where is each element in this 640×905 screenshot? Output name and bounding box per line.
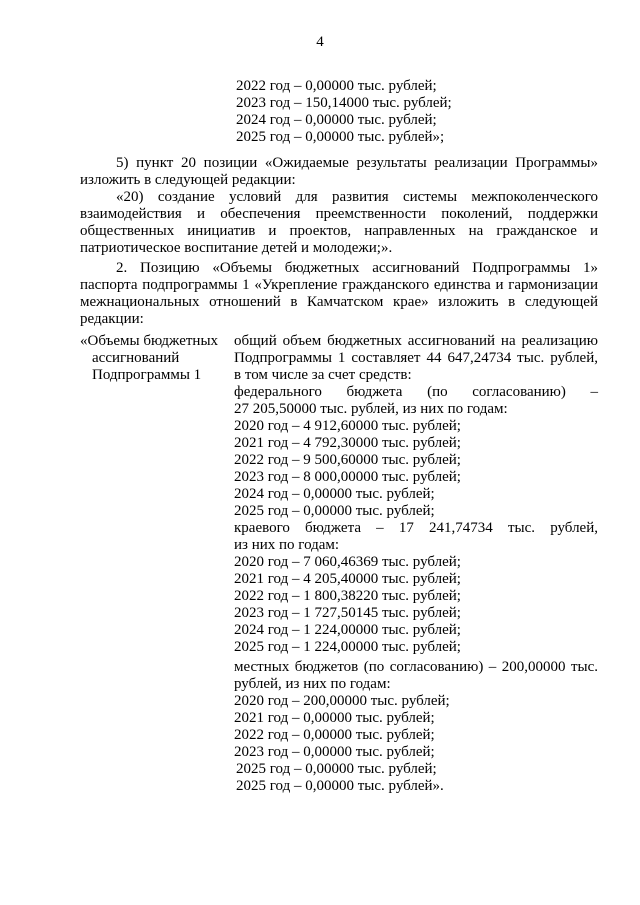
prev-year-line: 2022 год – 0,00000 тыс. рублей; bbox=[236, 78, 437, 94]
table-right-line: 2023 год – 0,00000 тыс. рублей; bbox=[234, 744, 435, 760]
table-right-line: рублей, из них по годам: bbox=[234, 676, 391, 692]
quote-line: «20) создание условий для развития системы межпоколенческого bbox=[116, 189, 598, 205]
table-right-line: 2025 год – 1 224,00000 тыс. рублей; bbox=[234, 639, 461, 655]
table-right-line: 2025 год – 0,00000 тыс. рублей; bbox=[236, 761, 437, 777]
table-right-line: в том числе за счет средств: bbox=[234, 367, 412, 383]
table-right-line: местных бюджетов (по согласованию) – 200,00000 тыс. bbox=[234, 659, 598, 675]
table-right-line: 2024 год – 0,00000 тыс. рублей; bbox=[234, 486, 435, 502]
table-right-line: общий объем бюджетных ассигнований на реализацию bbox=[234, 333, 598, 349]
table-left-line: Подпрограммы 1 bbox=[92, 367, 202, 383]
table-right-line: 2025 год – 0,00000 тыс. рублей; bbox=[234, 503, 435, 519]
table-right-line: 2020 год – 4 912,60000 тыс. рублей; bbox=[234, 418, 461, 434]
table-right-line: 2021 год – 4 792,30000 тыс. рублей; bbox=[234, 435, 461, 451]
table-right-line: 2023 год – 1 727,50145 тыс. рублей; bbox=[234, 605, 461, 621]
table-right-line: 2025 год – 0,00000 тыс. рублей». bbox=[236, 778, 444, 794]
table-right-line: 2020 год – 7 060,46369 тыс. рублей; bbox=[234, 554, 461, 570]
table-right-line: 27 205,50000 тыс. рублей, из них по годам: bbox=[234, 401, 508, 417]
prev-year-line: 2024 год – 0,00000 тыс. рублей; bbox=[236, 112, 437, 128]
item2-line: редакции: bbox=[80, 311, 144, 327]
table-right-line: Подпрограммы 1 составляет 44 647,24734 тыс. рублей, bbox=[234, 350, 598, 366]
quote-line: взаимодействия и обеспечения преемственности поколений, поддержки bbox=[80, 206, 598, 222]
table-right-line: 2022 год – 1 800,38220 тыс. рублей; bbox=[234, 588, 461, 604]
quote-line: патриотическое воспитание детей и молодежи;». bbox=[80, 240, 393, 256]
item2-line: паспорта подпрограммы 1 «Укрепление гражданского единства и гармонизации bbox=[80, 277, 598, 293]
table-right-line: 2023 год – 8 000,00000 тыс. рублей; bbox=[234, 469, 461, 485]
table-right-line: из них по годам: bbox=[234, 537, 340, 553]
table-left-line: ассигнований bbox=[92, 350, 180, 366]
item5-line: 5) пункт 20 позиции «Ожидаемые результаты реализации Программы» bbox=[116, 155, 598, 171]
table-right-line: краевого бюджета – 17 241,74734 тыс. рублей, bbox=[234, 520, 598, 536]
table-right-line: 2021 год – 0,00000 тыс. рублей; bbox=[234, 710, 435, 726]
table-right-line: 2022 год – 0,00000 тыс. рублей; bbox=[234, 727, 435, 743]
table-right-line: 2022 год – 9 500,60000 тыс. рублей; bbox=[234, 452, 461, 468]
table-left-line: «Объемы бюджетных bbox=[80, 333, 219, 349]
table-right-line: 2020 год – 200,00000 тыс. рублей; bbox=[234, 693, 450, 709]
table-right-line: федерального бюджета (по согласованию) – bbox=[234, 384, 598, 400]
item2-line: 2. Позицию «Объемы бюджетных ассигнований Подпрограммы 1» bbox=[116, 260, 598, 276]
prev-year-line: 2023 год – 150,14000 тыс. рублей; bbox=[236, 95, 452, 111]
item5-line: изложить в следующей редакции: bbox=[80, 172, 296, 188]
table-right-line: 2021 год – 4 205,40000 тыс. рублей; bbox=[234, 571, 461, 587]
table-right-line: 2024 год – 1 224,00000 тыс. рублей; bbox=[234, 622, 461, 638]
item2-line: межнациональных отношений в Камчатском крае» изложить в следующей bbox=[80, 294, 598, 310]
quote-line: общественных инициатив и проектов, направленных на гражданское и bbox=[80, 223, 598, 239]
page-number: 4 bbox=[316, 34, 324, 50]
prev-year-line: 2025 год – 0,00000 тыс. рублей»; bbox=[236, 129, 445, 145]
